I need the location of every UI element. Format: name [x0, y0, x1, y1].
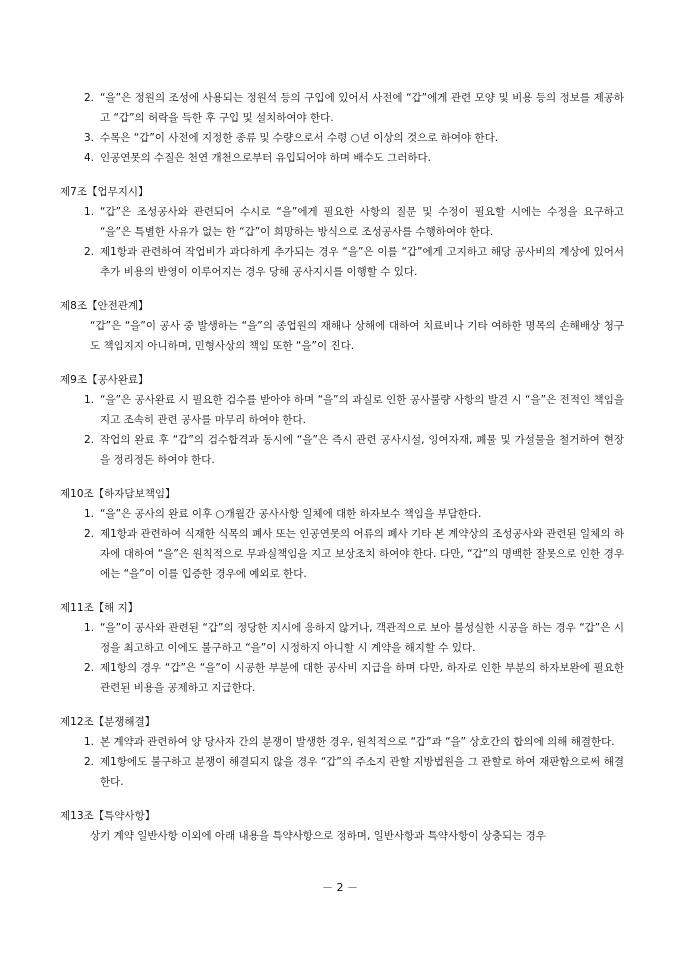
item-text: “을”이 공사와 관련된 “갑”의 정당한 지시에 응하지 않거나, 객관적으로 보아 불성실한 시공을 하는 경우 “갑”은 시정을 최고하고 이에도 불구하고 “을”이 시정하지 아니할 시 계약을 해지할 수 있다.	[100, 622, 624, 654]
item-text: 인공연못의 수질은 천연 개천으로부터 유입되어야 하며 배수도 그러하다.	[100, 152, 431, 164]
carryover-clauses	[0, 88, 680, 168]
clause-item	[0, 524, 680, 584]
item-text: 본 계약과 관련하여 양 당사자 간의 분쟁이 발생한 경우, 원칙적으로 “갑”과 “을” 상호간의 합의에 의해 해결한다.	[100, 736, 615, 748]
article-title: 제12조【분쟁해결】	[60, 716, 156, 728]
item-text: “을”은 공사완료 시 필요한 검수를 받아야 하며 “을”의 과실로 인한 공사불량 사항의 발견 시 “을”은 전적인 책임을 지고 조속히 관련 공사를 마무리 하여야 한다.	[100, 394, 624, 426]
item-number: 1.	[84, 206, 95, 218]
clause-item	[0, 128, 680, 148]
item-number: 1.	[84, 736, 95, 748]
article-10	[0, 484, 680, 584]
item-text: “을”은 공사의 완료 이후 ○개월간 공사사항 일체에 대한 하자보수 책임을 부담한다.	[100, 508, 482, 520]
clause-item	[0, 658, 680, 698]
item-number: 4.	[84, 152, 95, 164]
article-12	[0, 712, 680, 792]
article-title: 제7조【업무지시】	[60, 186, 149, 198]
article-text: 상기 계약 일반사항 이외에 아래 내용을 특약사항으로 정하며, 일반사항과 특약사항이 상충되는 경우	[90, 830, 546, 842]
item-number: 2.	[84, 528, 95, 540]
clause-item	[0, 148, 680, 168]
clause-item	[0, 202, 680, 242]
article-9	[0, 370, 680, 470]
article-11	[0, 598, 680, 698]
item-text: 제1항과 관련하여 작업비가 과다하게 추가되는 경우 “을”은 이를 “갑”에게 고지하고 해당 공사비의 계상에 있어서 추가 비용의 반영이 이루어지는 경우 당해 공사지시를 이행할 수 있다.	[100, 246, 624, 278]
clause-item	[0, 88, 680, 128]
item-number: 2.	[84, 662, 95, 674]
clause-item	[0, 618, 680, 658]
article-8	[0, 296, 680, 356]
item-number: 2.	[84, 756, 95, 768]
item-number: 2.	[84, 246, 95, 258]
article-title: 제11조【해 지】	[60, 602, 139, 614]
article-text: “갑”은 “을”이 공사 중 발생하는 “을”의 종업원의 재해나 상해에 대하여 치료비나 기타 여하한 명목의 손해배상 청구도 책임지지 아니하며, 민형사상의 책임 또한 “을”이 진다.	[90, 320, 624, 352]
item-number: 1.	[84, 394, 95, 406]
clause-item	[0, 752, 680, 792]
item-text: 수목은 “갑”이 사전에 지정한 종류 및 수량으로서 수령 ○년 이상의 것으로 하여야 한다.	[100, 132, 499, 144]
item-text: 작업의 완료 후 “갑”의 검수합격과 동시에 “을”은 즉시 관련 공사시설, 잉여자재, 폐물 및 가설물을 철거하여 현장을 정리정돈 하여야 한다.	[100, 434, 624, 466]
article-title: 제9조【공사완료】	[60, 374, 149, 386]
item-text: 제1항과 관련하여 식재한 식목의 폐사 또는 인공연못의 어류의 폐사 기타 본 계약상의 조성공사와 관련된 일체의 하자에 대하여 “을”은 원칙적으로 무과실책임을 지고 보상조치 하여야 한다. 다만, “갑”의 명백한 잘못으로 인한 경우에는 “을”이 이를 입증한 경우에 예외로 한다.	[100, 528, 624, 580]
item-number: 2.	[84, 92, 95, 104]
article-title: 제13조【특약사항】	[60, 810, 156, 822]
item-number: 1.	[84, 622, 95, 634]
article-7	[0, 182, 680, 282]
item-number: 2.	[84, 434, 95, 446]
document-body	[0, 88, 680, 846]
clause-item	[0, 504, 680, 524]
item-text: “갑”은 조성공사와 관련되어 수시로 “을”에게 필요한 사항의 질문 및 수정이 필요할 시에는 수정을 요구하고 “을”은 특별한 사유가 없는 한 “갑”이 희망하는 방식으로 조성공사를 수행하여야 한다.	[100, 206, 624, 238]
clause-item	[0, 430, 680, 470]
item-number: 3.	[84, 132, 95, 144]
page-number: － 2 －	[322, 881, 358, 894]
item-text: 제1항의 경우 “갑”은 “을”이 시공한 부분에 대한 공사비 지급을 하며 다만, 하자로 인한 부분의 하자보완에 필요한 관련된 비용을 공제하고 지급한다.	[100, 662, 624, 694]
item-text: 제1항에도 불구하고 분쟁이 해결되지 않을 경우 “갑”의 주소지 관할 지방법원을 그 관할로 하여 재판함으로써 해결한다.	[100, 756, 624, 788]
item-text: “을”은 정원의 조성에 사용되는 정원석 등의 구입에 있어서 사전에 “갑”에게 관련 모양 및 비용 등의 정보를 제공하고 “갑”의 허락을 득한 후 구입 및 설치하여야 한다.	[100, 92, 624, 124]
article-title: 제8조【안전관계】	[60, 300, 149, 312]
item-number: 1.	[84, 508, 95, 520]
article-13	[0, 806, 680, 846]
clause-item	[0, 732, 680, 752]
clause-item	[0, 390, 680, 430]
clause-item	[0, 242, 680, 282]
article-title: 제10조【하자담보책임】	[60, 488, 176, 500]
